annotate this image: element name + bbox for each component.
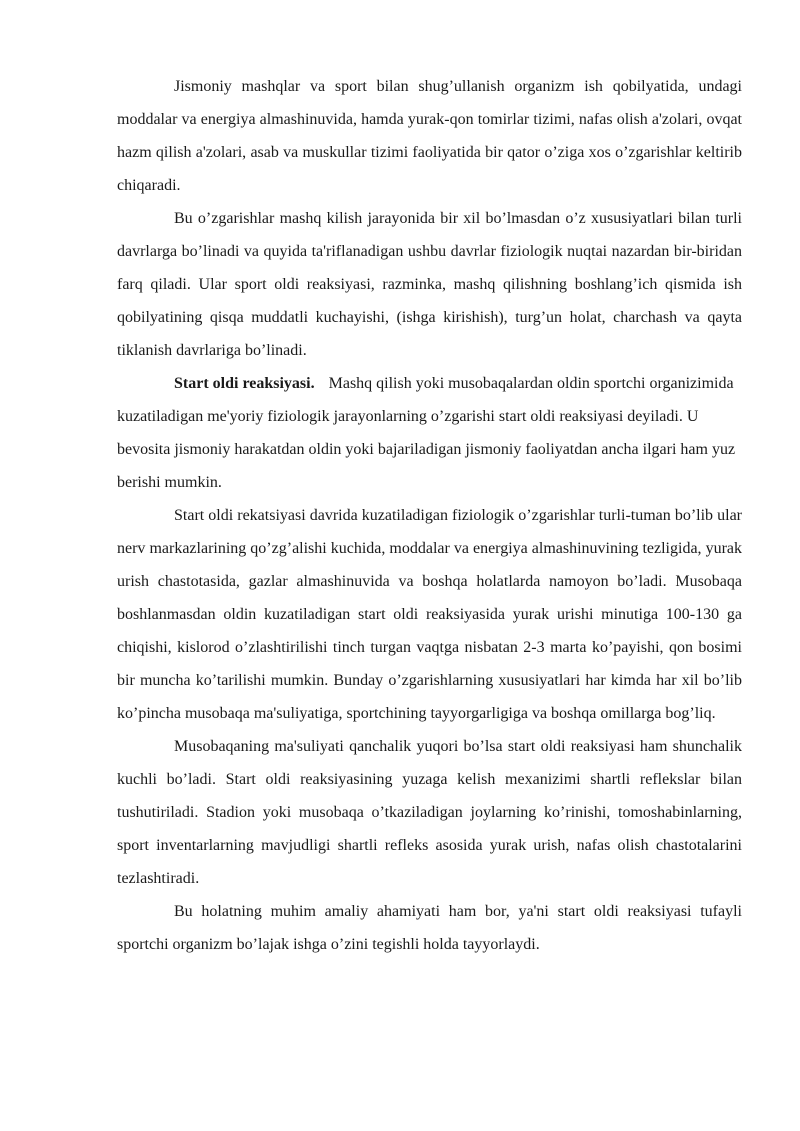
document-page [117, 70, 742, 961]
paragraph-1: Jismoniy mashqlar va sport bilan shug’ullanish organizm ish qobilyatida, undagi moddalar va energiya almashinuvida, hamda yurak-qon tomirlar tizimi, nafas olish a'zolari, ovqat hazm qilish a'zolari, asab va muskullar tizimi faoliyatida bir qator o’ziga xos o’zgarishlar keltirib chiqaradi. [117, 78, 742, 194]
paragraph-3 [117, 367, 742, 499]
paragraph-4: Start oldi rekatsiyasi davrida kuzatiladigan fiziologik o’zgarishlar turli-tuman bo’lib ular nerv markazlarining qo’zg’alishi kuchida, moddalar va energiya almashinuvining tezligida, yurak urish chastotasida, gazlar almashinuvida va boshqa holatlarda namoyon bo’ladi. Musobaqa boshlanmasdan oldin kuzatiladigan start oldi reaksiyasida yurak urishi minutiga 100-130 ga chiqishi, kislorod o’zlashtirilishi tinch turgan vaqtga nisbatan 2-3 marta ko’payishi, qon bosimi bir muncha ko’tarilishi mumkin. Bunday o’zgarishlarning xususiyatlari har kimda har xil bo’lib ko’pincha musobaqa ma'suliyatiga, sportchining tayyorgarligiga va boshqa omillarga bog’liq. [117, 507, 742, 722]
paragraph-2: Bu o’zgarishlar mashq kilish jarayonida bir xil bo’lmasdan o’z xususiyatlari bilan turli davrlarga bo’linadi va quyida ta'riflanadigan ushbu davrlar fiziologik nuqtai nazardan bir-biridan farq qiladi. Ular sport oldi reaksiyasi, razminka, mashq qilishning boshlang’ich qismida ish qobilyatining qisqa muddatli kuchayishi, (ishga kirishish), turg’un holat, charchash va qayta tiklanish davrlariga bo’linadi. [117, 210, 742, 359]
section-heading: Start oldi reaksiyasi. [174, 375, 315, 392]
paragraph-3-text: Mashq qilish yoki musobaqalardan oldin sportchi organizimida kuzatiladigan me'yoriy fiziologik jarayonlarning o’zgarishi start oldi reaksiyasi deyiladi. U bevosita jismoniy harakatdan oldin yoki bajariladigan jismoniy faoliyatdan ancha ilgari ham yuz berishi mumkin. [117, 375, 736, 491]
paragraph-6: Bu holatning muhim amaliy ahamiyati ham bor, ya'ni start oldi reaksiyasi tufayli sportchi organizm bo’lajak ishga o’zini tegishli holda tayyorlaydi. [117, 903, 742, 953]
paragraph-5: Musobaqaning ma'suliyati qanchalik yuqori bo’lsa start oldi reaksiyasi ham shunchalik kuchli bo’ladi. Start oldi reaksiyasining yuzaga kelish mexanizimi shartli reflekslar bilan tushutiriladi. Stadion yoki musobaqa o’tkaziladigan joylarning ko’rinishi, tomoshabinlarning, sport inventarlarning mavjudligi shartli refleks asosida yurak urish, nafas olish chastotalarini tezlashtiradi. [117, 738, 742, 887]
